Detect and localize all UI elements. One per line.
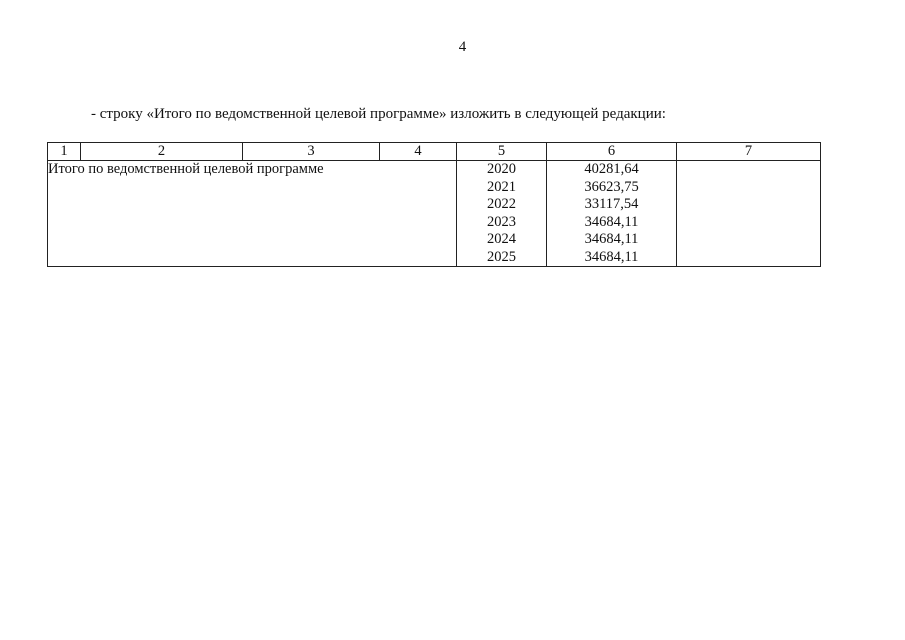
amount-value: 36623,75: [584, 178, 639, 195]
column-header-2: 2: [81, 143, 243, 161]
amendment-instruction: - строку «Итого по ведомственной целевой программе» изложить в следующей редакции:: [91, 106, 666, 122]
amount-value: 33117,54: [584, 196, 639, 212]
year-value: 2020: [487, 161, 516, 177]
year-value: 2023: [487, 213, 516, 230]
amendment-table: [47, 142, 821, 267]
year-value: 2021: [487, 178, 516, 195]
table-header-row: [48, 143, 821, 161]
column-header-1: 1: [48, 143, 81, 161]
amount-value: 34684,11: [584, 248, 639, 265]
column-header-6: 6: [547, 143, 677, 161]
column-header-3: 3: [243, 143, 380, 161]
year-value: 2024: [487, 231, 516, 247]
column-7-cell: [677, 161, 821, 267]
column-header-4: 4: [380, 143, 457, 161]
column-header-7: 7: [677, 143, 821, 161]
year-value: 2022: [487, 196, 516, 212]
column-header-5: 5: [457, 143, 547, 161]
amount-value: 34684,11: [584, 231, 639, 247]
table-row: [48, 161, 821, 267]
amount-value: 40281,64: [584, 161, 639, 177]
year-value: 2025: [487, 248, 516, 265]
row-label: Итого по ведомственной целевой программе: [48, 161, 457, 267]
years-cell: [457, 161, 547, 267]
amounts-cell: [547, 161, 677, 267]
page-number: 4: [458, 39, 467, 55]
amount-value: 34684,11: [584, 213, 639, 230]
